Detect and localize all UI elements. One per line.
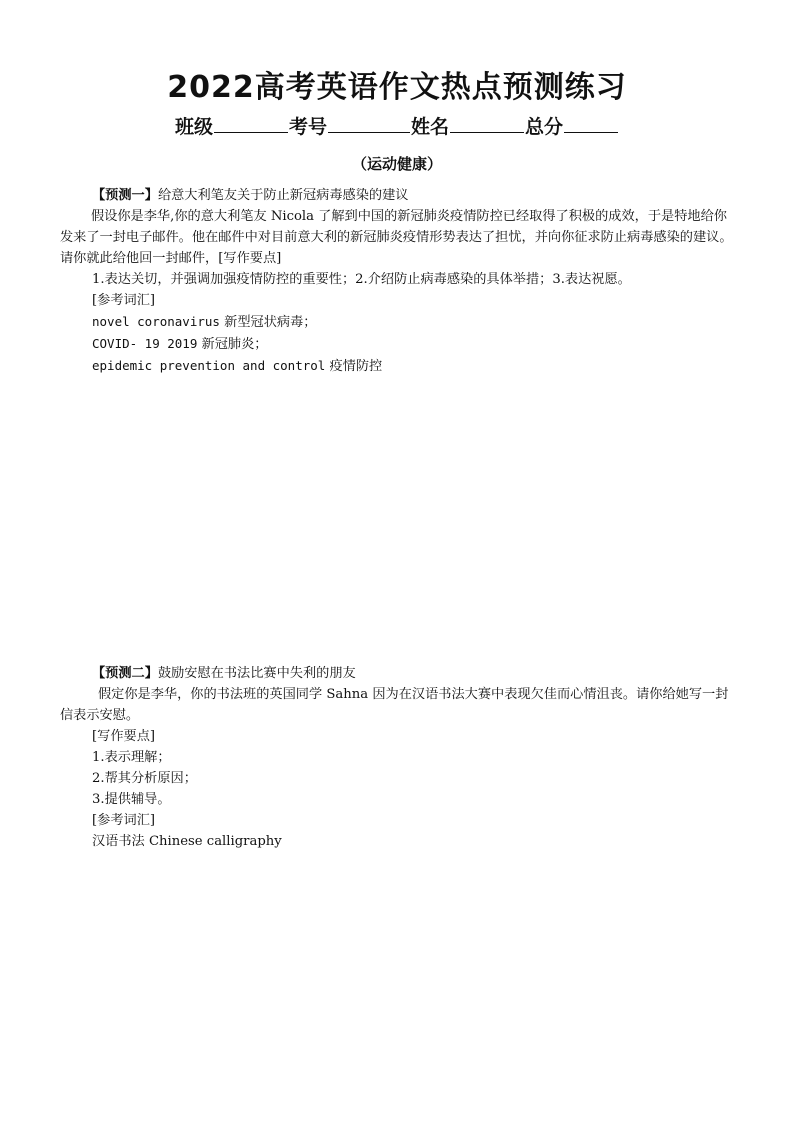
vocab-chinese: 新型冠状病毒； bbox=[219, 315, 317, 330]
prediction-two-body: 假定你是李华，你的书法班的英国同学 Sahna 因为在汉语书法大赛中表现欠佳而心情沮丧。请你给她写一封信表示安慰。 bbox=[60, 687, 729, 723]
name-blank[interactable] bbox=[450, 114, 524, 133]
prediction-one bbox=[60, 185, 740, 377]
vocab-item bbox=[60, 355, 740, 377]
vocab-item bbox=[60, 311, 740, 333]
name-label: 姓名 bbox=[411, 116, 450, 138]
prediction-two-title: 鼓励安慰在书法比赛中失利的朋友 bbox=[157, 666, 356, 681]
vocab-item bbox=[60, 333, 740, 355]
score-blank[interactable] bbox=[564, 114, 618, 133]
exam-number-blank[interactable] bbox=[328, 114, 410, 133]
prediction-two-heading bbox=[60, 663, 740, 684]
prediction-one-tag: 【预测一】 bbox=[92, 188, 158, 203]
prediction-one-vocab-label: [参考词汇] bbox=[92, 293, 156, 308]
student-info-line bbox=[0, 112, 794, 139]
writing-point: 1.表示理解； bbox=[92, 750, 171, 765]
prediction-two-points-label: [写作要点] bbox=[92, 729, 156, 744]
page-title: 2022高考英语作文热点预测练习 bbox=[167, 70, 627, 105]
vocab-english: COVID- 19 2019 bbox=[92, 336, 198, 351]
writing-point: 2.帮其分析原因； bbox=[92, 771, 197, 786]
vocab-english: novel coronavirus bbox=[92, 314, 220, 329]
class-blank[interactable] bbox=[214, 114, 288, 133]
prediction-two-vocab-label: [参考词汇] bbox=[92, 813, 156, 828]
exam-number-label: 考号 bbox=[288, 116, 327, 138]
prediction-one-title: 给意大利笔友关于防止新冠病毒感染的建议 bbox=[157, 188, 409, 203]
prediction-two bbox=[60, 663, 740, 852]
prediction-one-points: 1.表达关切，并强调加强疫情防控的重要性；2.介绍防止病毒感染的具体举措；3.表达祝愿。 bbox=[92, 272, 631, 287]
class-label: 班级 bbox=[174, 116, 213, 138]
vocab-english: epidemic prevention and control bbox=[92, 358, 326, 373]
section-subtitle: （运动健康） bbox=[351, 155, 442, 173]
writing-point: 3.提供辅导。 bbox=[92, 792, 171, 807]
vocab-chinese: 新冠肺炎； bbox=[197, 337, 268, 352]
score-label: 总分 bbox=[525, 116, 564, 138]
prediction-two-tag: 【预测二】 bbox=[92, 666, 158, 681]
prediction-two-vocab: 汉语书法 Chinese calligraphy bbox=[92, 834, 282, 849]
prediction-one-body: 假设你是李华,你的意大利笔友 Nicola 了解到中国的新冠肺炎疫情防控已经取得了积极的成效，于是特地给你发来了一封电子邮件。他在邮件中对目前意大利的新冠肺炎疫情形势表达了担忧，并向你征求防止病毒感染的建议。请你就此给他回一封邮件，[写作要点] bbox=[60, 209, 733, 266]
prediction-one-heading bbox=[60, 185, 740, 206]
vocab-chinese: 疫情防控 bbox=[325, 359, 383, 374]
